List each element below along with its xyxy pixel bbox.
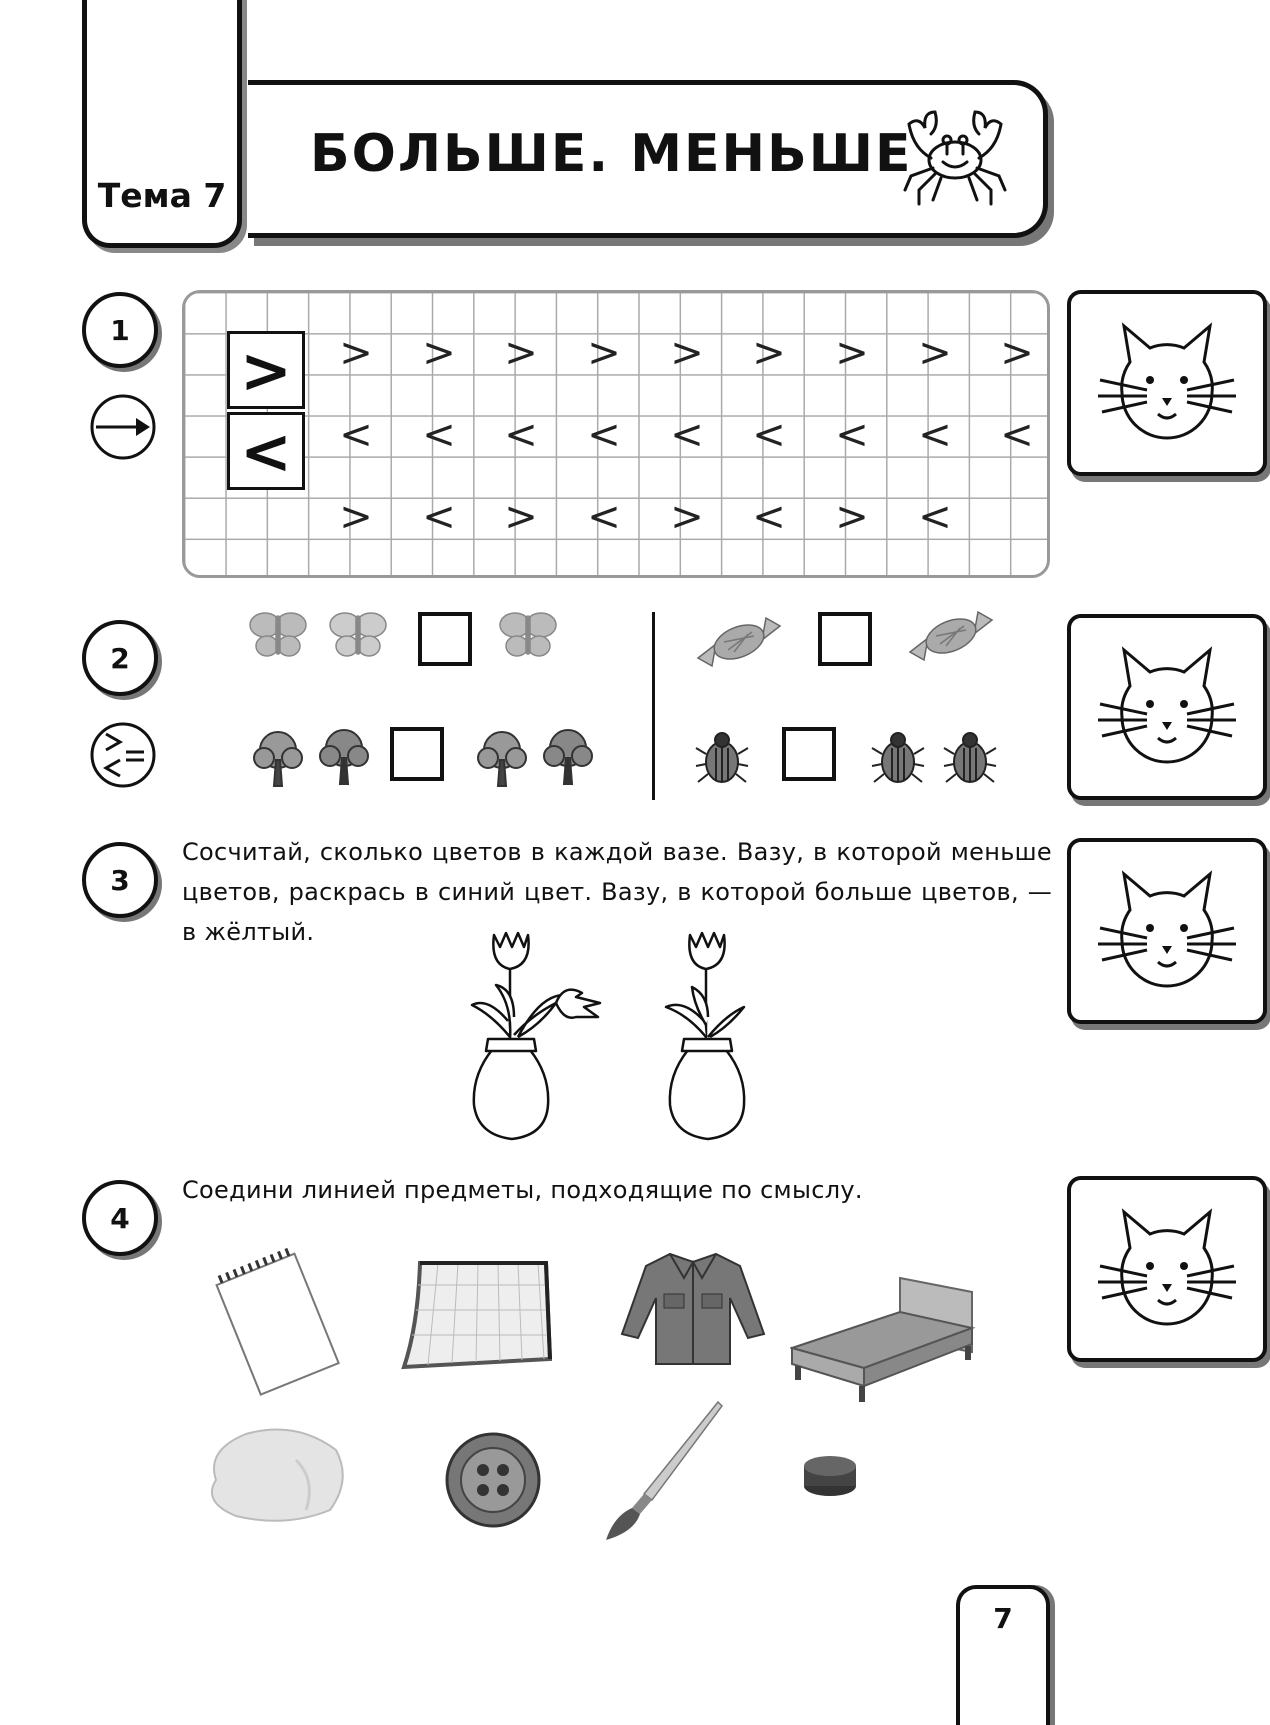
tree-icon [318,728,370,790]
self-check-box-2 [1067,614,1267,800]
notepad-icon[interactable] [205,1248,345,1402]
grid-symbol: > [918,330,952,376]
beetle-icon [870,728,926,792]
grid-symbol: < [1000,412,1034,458]
grid-symbol: < [752,412,786,458]
grid-symbol: > [670,494,704,540]
grid-symbol: < [670,412,704,458]
self-check-box-3 [1067,838,1267,1024]
grid-symbol: > [587,330,621,376]
pillow-icon[interactable] [196,1420,356,1534]
answer-box[interactable] [390,727,444,781]
grid-symbol: > [422,330,456,376]
candy-icon [906,608,996,668]
answer-box[interactable] [782,727,836,781]
paintbrush-icon[interactable] [600,1398,730,1547]
grid-symbol: < [587,494,621,540]
grid-symbol: > [1000,330,1034,376]
page-number: 7 [993,1602,1013,1635]
butterfly-icon [498,610,558,664]
topic-label: Тема 7 [97,176,227,215]
exercise-number-1: 1 [82,292,158,368]
grid-symbol: < [918,412,952,458]
grid-symbol: > [835,494,869,540]
exercise-number-4: 4 [82,1180,158,1256]
direction-arrow-icon [88,392,158,466]
hockey-puck-icon[interactable] [800,1450,860,1504]
self-check-box-4 [1067,1176,1267,1362]
vase-with-flowers-2[interactable] [652,925,762,1147]
grid-symbol: < [504,412,538,458]
vase-with-flowers-3[interactable] [452,925,612,1147]
beetle-icon [942,728,998,792]
page-title: БОЛЬШЕ. МЕНЬШЕ [310,124,913,184]
grid-symbol: > [835,330,869,376]
grid-symbol: < [918,494,952,540]
grid-symbol: > [670,330,704,376]
exercise-number-2: 2 [82,620,158,696]
comparison-signs-icon [88,720,158,794]
cat-face-icon [1092,318,1242,448]
grid-symbol: < [422,494,456,540]
section-divider [652,612,655,800]
beetle-icon [694,728,750,792]
grid-symbol: > [504,330,538,376]
grid-symbol: > [504,494,538,540]
candy-icon [694,614,784,674]
writing-grid [182,290,1050,578]
grid-symbol: < [422,412,456,458]
cat-face-icon [1092,866,1242,996]
grid-symbol: > [752,330,786,376]
tree-icon [252,730,304,792]
tree-icon [476,730,528,792]
grid-symbol: < [339,412,373,458]
exercise-number-3: 3 [82,842,158,918]
grid-symbol: < [587,412,621,458]
exercise-3-instruction: Сосчитай, сколько цветов в каждой вазе. Вазу, в которой меньше цветов, раскрась в синий цвет. Вазу, в которой больше цветов, — в жёлтый. [182,838,1052,946]
tree-icon [542,728,594,790]
hockey-goal-icon[interactable] [398,1255,558,1379]
sample-less-symbol: < [227,412,305,490]
answer-box[interactable] [418,612,472,666]
grid-symbol: < [752,494,786,540]
bed-icon[interactable] [790,1272,980,1416]
butterfly-icon [248,610,308,664]
self-check-box-1 [1067,290,1267,476]
sample-greater-symbol: > [227,331,305,409]
crab-icon [885,90,1025,214]
grid-symbol: > [339,494,373,540]
grid-symbol: < [835,412,869,458]
jacket-icon[interactable] [618,1248,768,1372]
butterfly-icon [328,610,388,664]
grid-symbol: > [339,330,373,376]
cat-face-icon [1092,642,1242,772]
exercise-4-instruction: Соедини линией предметы, подходящие по смыслу. [182,1176,863,1204]
answer-box[interactable] [818,612,872,666]
sewing-button-icon[interactable] [443,1430,543,1534]
cat-face-icon [1092,1204,1242,1334]
